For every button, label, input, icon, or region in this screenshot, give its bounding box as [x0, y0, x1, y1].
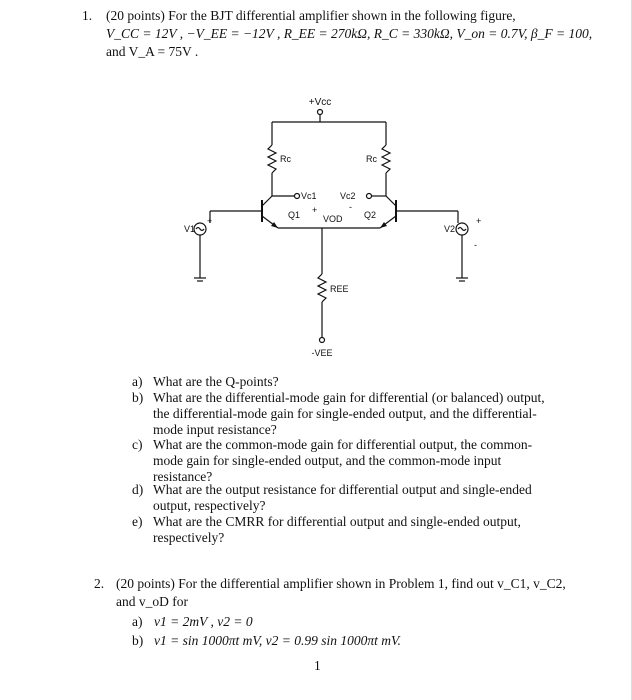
vcc-label: +Vcc — [308, 97, 332, 108]
rc-right-resistor — [382, 145, 390, 173]
question-a-text: What are the Q-points? — [153, 374, 279, 389]
problem-1-number: 1. — [82, 8, 93, 23]
question-d-text: What are the output resistance for differential output and single-ended output, respectively? — [153, 482, 532, 513]
problem-2-a-label: a) — [132, 614, 143, 629]
q1-label: Q1 — [288, 210, 301, 220]
problem-2-number: 2. — [94, 576, 105, 591]
question-a-label: a) — [132, 374, 143, 389]
question-b-label: b) — [132, 390, 144, 405]
v2-minus-label: - — [474, 240, 477, 250]
v1-plus-label: + — [207, 216, 213, 226]
vee-label: -VEE — [311, 348, 333, 358]
v2-label: V2 — [444, 224, 456, 234]
question-b-text: What are the differential-mode gain for differential (or balanced) output, the differential-mode gain for single-ended output, and the differential-mode input resistance? — [153, 390, 545, 437]
ree-resistor — [318, 274, 326, 302]
question-d-label: d) — [132, 482, 144, 497]
vc1-label: Vc1 — [301, 191, 317, 201]
rc-right-label: Rc — [366, 154, 377, 164]
problem-2-line-2: and v_oD for — [116, 594, 188, 609]
vee-terminal — [320, 338, 325, 343]
problem-2-b-text: v1 = sin 1000πt mV, v2 = 0.99 sin 1000πt mV. — [154, 633, 401, 648]
problem-1-line-3: and V_A = 75V . — [106, 44, 199, 59]
ree-label: REE — [330, 284, 349, 294]
v1-label: V1 — [184, 224, 196, 234]
question-e-text: What are the CMRR for differential output and single-ended output, respectively? — [153, 514, 521, 545]
rc-left-label: Rc — [280, 154, 291, 164]
vod-minus-label: - — [349, 202, 352, 212]
vod-plus-label: + — [312, 205, 318, 215]
question-e-label: e) — [132, 514, 143, 529]
rc-left-resistor — [268, 145, 276, 173]
problem-2-b-label: b) — [132, 633, 144, 648]
problem-1-line-2: V_CC = 12V , −V_EE = −12V , R_EE = 270kΩ, R_C = 330kΩ, V_on = 0.7V, β_F = 100, — [106, 26, 593, 41]
problem-2-line-1: (20 points) For the differential amplifier shown in Problem 1, find out v_C1, v_C2, — [116, 576, 566, 591]
question-c-label: c) — [132, 437, 143, 452]
question-c-text: What are the common-mode gain for differential output, the common-mode gain for single-ended output, and the common-mode input resistance? — [153, 437, 533, 484]
vcc-terminal — [318, 110, 323, 115]
vod-label: VOD — [323, 214, 343, 224]
problem-2-a-text: v1 = 2mV , v2 = 0 — [154, 614, 253, 629]
problem-1-line-1: (20 points) For the BJT differential amplifier shown in the following figure, — [106, 8, 516, 23]
q2-label: Q2 — [364, 210, 377, 220]
vc2-terminal — [367, 194, 372, 199]
v2-plus-label: + — [476, 216, 482, 226]
vc1-terminal — [295, 194, 300, 199]
page-number: 1 — [314, 658, 321, 673]
vc2-label: Vc2 — [340, 191, 356, 201]
